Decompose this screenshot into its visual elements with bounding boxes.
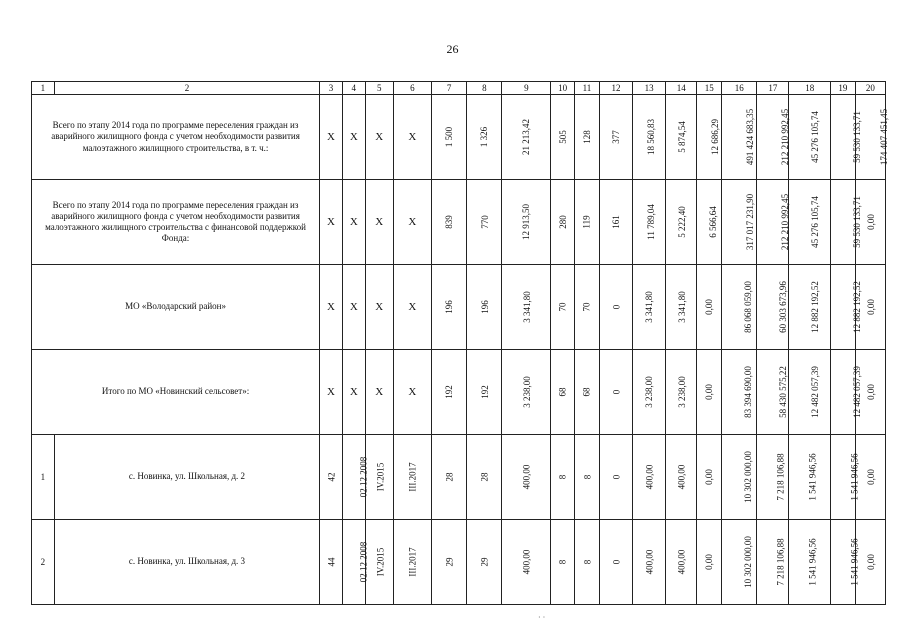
table-cell bbox=[722, 520, 757, 605]
cell-value: III.2017 bbox=[407, 462, 418, 492]
cell-value: 0 bbox=[610, 389, 621, 395]
cell-value: 68 bbox=[557, 387, 568, 397]
cell-value: 196 bbox=[479, 300, 490, 314]
table-cell bbox=[575, 95, 600, 180]
column-number: 10 bbox=[551, 82, 575, 95]
table-cell bbox=[599, 435, 632, 520]
table-cell bbox=[365, 520, 393, 605]
table-cell bbox=[666, 95, 697, 180]
table-cell bbox=[342, 350, 365, 435]
table-cell bbox=[789, 520, 830, 605]
cell-value: 8 bbox=[557, 474, 568, 480]
table-cell bbox=[697, 435, 722, 520]
column-number: 17 bbox=[757, 82, 789, 95]
cell-value: 12 913,50 bbox=[521, 204, 532, 240]
cell-value: 5 222,40 bbox=[676, 206, 687, 238]
cell-value: 280 bbox=[557, 215, 568, 229]
cell-value: X bbox=[349, 131, 358, 143]
table-cell bbox=[393, 265, 431, 350]
table-cell bbox=[502, 180, 551, 265]
cell-value: 0,00 bbox=[704, 384, 715, 400]
cell-value: 70 bbox=[581, 302, 592, 312]
table-cell bbox=[830, 180, 862, 265]
table-cell bbox=[757, 95, 789, 180]
table-cell bbox=[320, 435, 343, 520]
table-row bbox=[32, 265, 886, 350]
column-number: 20 bbox=[855, 82, 885, 95]
cell-value: 0,00 bbox=[865, 469, 876, 485]
cell-value: X bbox=[375, 131, 384, 143]
column-number: 9 bbox=[502, 82, 551, 95]
cell-value: 128 bbox=[581, 130, 592, 144]
table-cell bbox=[365, 95, 393, 180]
cell-value: 400,00 bbox=[521, 549, 532, 575]
cell-value: 29 bbox=[444, 557, 455, 567]
column-number: 8 bbox=[467, 82, 502, 95]
table-cell bbox=[666, 265, 697, 350]
table-cell bbox=[697, 520, 722, 605]
row-address: с. Новинка, ул. Школьная, д. 3 bbox=[54, 520, 319, 605]
cell-value: 12 482 057,39 bbox=[851, 366, 862, 418]
table-cell bbox=[666, 435, 697, 520]
table-cell bbox=[757, 435, 789, 520]
table-cell bbox=[551, 350, 575, 435]
cell-value: X bbox=[327, 386, 335, 398]
table-cell bbox=[599, 95, 632, 180]
table-cell bbox=[575, 435, 600, 520]
table-row bbox=[32, 520, 886, 605]
table-cell bbox=[789, 95, 830, 180]
cell-value: 3 238,00 bbox=[521, 376, 532, 408]
table-cell bbox=[575, 520, 600, 605]
table-cell bbox=[502, 520, 551, 605]
table-cell bbox=[342, 95, 365, 180]
table-cell bbox=[432, 180, 467, 265]
cell-value: 8 bbox=[581, 559, 592, 565]
cell-value: 0,00 bbox=[704, 299, 715, 315]
table-cell bbox=[432, 265, 467, 350]
table-cell bbox=[757, 350, 789, 435]
table-cell bbox=[575, 180, 600, 265]
table-cell bbox=[633, 265, 666, 350]
table-cell bbox=[633, 520, 666, 605]
cell-value: 68 bbox=[581, 387, 592, 397]
cell-value: 3 238,00 bbox=[676, 376, 687, 408]
table-cell bbox=[789, 350, 830, 435]
column-number: 4 bbox=[342, 82, 365, 95]
cell-value: IV.2015 bbox=[375, 547, 385, 577]
cell-value: 59 530 133,71 bbox=[851, 111, 862, 163]
table-cell bbox=[633, 95, 666, 180]
column-number: 12 bbox=[599, 82, 632, 95]
table-cell bbox=[342, 435, 369, 520]
cell-value: X bbox=[327, 301, 335, 313]
cell-value: 12 882 192,52 bbox=[851, 281, 862, 333]
table-cell bbox=[432, 520, 467, 605]
cell-value: 505 bbox=[557, 130, 568, 144]
table-cell bbox=[789, 180, 830, 265]
table-cell bbox=[320, 180, 343, 265]
table-cell bbox=[633, 180, 666, 265]
scan-speck: · · bbox=[538, 613, 546, 622]
table-cell bbox=[551, 265, 575, 350]
row-description: Всего по этапу 2014 года по программе переселения граждан из аварийного жилищного фонда с учетом необходимости развития малоэтажного жилищного строительства, в т. ч.: bbox=[32, 95, 320, 180]
table-cell bbox=[575, 350, 600, 435]
table-row bbox=[32, 350, 886, 435]
column-number: 16 bbox=[722, 82, 757, 95]
table-cell bbox=[502, 350, 551, 435]
cell-value: 400,00 bbox=[521, 464, 532, 490]
cell-value: 21 213,42 bbox=[521, 119, 532, 155]
column-number: 7 bbox=[432, 82, 467, 95]
table-cell bbox=[633, 435, 666, 520]
cell-value: 161 bbox=[610, 215, 621, 229]
cell-value: X bbox=[408, 216, 417, 228]
table-row bbox=[32, 180, 886, 265]
row-description: Всего по этапу 2014 года по программе переселения граждан из аварийного жилищного фонда с учетом необходимости развития малоэтажного жилищного строительства с финансовой поддержкой Фонда: bbox=[32, 180, 320, 265]
cell-value: 59 530 133,71 bbox=[851, 196, 862, 248]
cell-value: 212 210 992,45 bbox=[780, 108, 791, 166]
table-cell bbox=[342, 520, 369, 605]
column-number: 5 bbox=[365, 82, 393, 95]
cell-value: 28 bbox=[479, 472, 490, 482]
table-cell bbox=[757, 265, 789, 350]
cell-value: 770 bbox=[479, 215, 490, 229]
housing-program-table bbox=[31, 81, 889, 605]
table-cell bbox=[757, 520, 789, 605]
cell-value: 212 210 992,45 bbox=[780, 193, 791, 251]
table-cell bbox=[393, 520, 431, 605]
table-cell bbox=[830, 95, 862, 180]
cell-value: X bbox=[408, 301, 417, 313]
cell-value: 7 218 106,88 bbox=[775, 538, 786, 586]
table-cell bbox=[467, 95, 502, 180]
table-cell bbox=[320, 95, 343, 180]
table-cell bbox=[830, 265, 862, 350]
table-row bbox=[32, 95, 886, 180]
cell-value: 70 bbox=[557, 302, 568, 312]
table-cell bbox=[830, 350, 862, 435]
cell-value: 10 302 000,00 bbox=[743, 536, 753, 588]
cell-value: X bbox=[349, 301, 358, 313]
table-cell bbox=[342, 265, 365, 350]
table-cell bbox=[722, 350, 757, 435]
table-cell bbox=[467, 180, 502, 265]
table-cell bbox=[393, 180, 431, 265]
cell-value: 1 541 946,56 bbox=[849, 538, 860, 586]
column-number: 19 bbox=[830, 82, 855, 95]
cell-value: 83 394 690,00 bbox=[743, 366, 753, 418]
cell-value: X bbox=[349, 386, 358, 398]
cell-value: 6 566,64 bbox=[708, 206, 719, 238]
cell-value: 12 482 057,39 bbox=[810, 366, 821, 418]
page-number: 26 bbox=[446, 42, 459, 56]
cell-value: X bbox=[408, 386, 417, 398]
cell-value: 400,00 bbox=[644, 549, 655, 575]
row-description: МО «Володарский район» bbox=[32, 265, 320, 350]
cell-value: 1 326 bbox=[479, 126, 490, 148]
cell-value: 119 bbox=[581, 215, 592, 229]
cell-value: 44 bbox=[326, 557, 336, 567]
cell-value: X bbox=[375, 301, 384, 313]
cell-value: 0,00 bbox=[865, 214, 876, 230]
table-cell bbox=[393, 95, 431, 180]
cell-value: 0,00 bbox=[865, 554, 876, 570]
cell-value: 02.12.2008 bbox=[358, 456, 369, 498]
table-cell bbox=[855, 520, 885, 605]
table-cell bbox=[757, 180, 789, 265]
table-cell bbox=[467, 520, 502, 605]
table-cell bbox=[320, 350, 343, 435]
cell-value: X bbox=[408, 131, 417, 143]
column-number: 1 bbox=[32, 82, 55, 95]
table-cell bbox=[722, 180, 757, 265]
table-cell bbox=[855, 435, 885, 520]
row-description: Итого по МО «Новинский сельсовет»: bbox=[32, 350, 320, 435]
cell-value: 0 bbox=[610, 304, 621, 310]
table-cell bbox=[599, 350, 632, 435]
column-number: 15 bbox=[697, 82, 722, 95]
cell-value: 11 789,04 bbox=[645, 204, 656, 240]
table-cell bbox=[697, 265, 722, 350]
cell-value: 0,00 bbox=[704, 554, 715, 570]
cell-value: 42 bbox=[326, 472, 336, 482]
cell-value: X bbox=[327, 216, 335, 228]
cell-value: 400,00 bbox=[676, 549, 687, 575]
table-cell bbox=[599, 180, 632, 265]
table-cell bbox=[599, 520, 632, 605]
cell-value: 400,00 bbox=[676, 464, 687, 490]
cell-value: 196 bbox=[444, 300, 455, 314]
table-cell bbox=[551, 95, 575, 180]
column-number: 13 bbox=[633, 82, 666, 95]
cell-value: 377 bbox=[610, 130, 621, 144]
cell-value: 45 276 105,74 bbox=[810, 196, 821, 248]
table-cell bbox=[467, 435, 502, 520]
cell-value: 317 017 231,90 bbox=[745, 193, 756, 251]
cell-value: III.2017 bbox=[407, 547, 418, 577]
column-number: 6 bbox=[393, 82, 431, 95]
cell-value: 18 560,83 bbox=[646, 119, 657, 155]
table-cell bbox=[697, 95, 722, 180]
cell-value: 1 541 946,56 bbox=[849, 453, 860, 501]
table-cell bbox=[502, 265, 551, 350]
table-cell bbox=[789, 265, 830, 350]
column-number: 3 bbox=[320, 82, 343, 95]
cell-value: 86 068 059,00 bbox=[743, 281, 753, 333]
column-number: 18 bbox=[789, 82, 830, 95]
table-cell bbox=[365, 435, 393, 520]
row-index: 2 bbox=[32, 520, 55, 605]
table-row bbox=[32, 435, 886, 520]
row-address: с. Новинка, ул. Школьная, д. 2 bbox=[54, 435, 319, 520]
column-number-row bbox=[32, 82, 886, 95]
cell-value: 12 882 192,52 bbox=[810, 281, 821, 333]
table-cell bbox=[551, 435, 575, 520]
table-cell bbox=[666, 520, 697, 605]
cell-value: 29 bbox=[479, 557, 490, 567]
cell-value: X bbox=[327, 131, 335, 143]
cell-value: 58 430 575,22 bbox=[778, 366, 789, 418]
cell-value: 0,00 bbox=[704, 469, 715, 485]
table-cell bbox=[633, 350, 666, 435]
cell-value: 192 bbox=[444, 385, 455, 399]
cell-value: IV.2015 bbox=[375, 462, 385, 492]
cell-value: 60 303 673,96 bbox=[778, 281, 789, 333]
cell-value: 02.12.2008 bbox=[358, 541, 369, 583]
column-number: 11 bbox=[575, 82, 600, 95]
table-cell bbox=[789, 435, 830, 520]
row-index: 1 bbox=[32, 435, 55, 520]
table-cell bbox=[393, 350, 431, 435]
cell-value: 400,00 bbox=[644, 464, 655, 490]
table-cell bbox=[432, 350, 467, 435]
column-number: 2 bbox=[54, 82, 319, 95]
cell-value: 3 341,80 bbox=[521, 291, 532, 323]
cell-value: 3 238,00 bbox=[644, 376, 655, 408]
table-cell bbox=[551, 520, 575, 605]
cell-value: 45 276 105,74 bbox=[810, 111, 821, 163]
table-cell bbox=[722, 265, 757, 350]
cell-value: 1 541 946,56 bbox=[808, 538, 819, 586]
table-cell bbox=[722, 95, 757, 180]
table-cell bbox=[365, 180, 393, 265]
cell-value: 0 bbox=[610, 474, 621, 480]
table-cell bbox=[320, 520, 343, 605]
cell-value: 3 341,80 bbox=[644, 291, 655, 323]
cell-value: 5 874,54 bbox=[676, 121, 687, 153]
cell-value: 0,00 bbox=[865, 299, 876, 315]
cell-value: X bbox=[375, 216, 384, 228]
column-number: 14 bbox=[666, 82, 697, 95]
table-cell bbox=[666, 350, 697, 435]
table-cell bbox=[432, 435, 467, 520]
table-cell bbox=[575, 265, 600, 350]
table-cell bbox=[393, 435, 431, 520]
table-cell bbox=[722, 435, 757, 520]
table-cell bbox=[365, 350, 393, 435]
table-cell bbox=[467, 350, 502, 435]
cell-value: 28 bbox=[444, 472, 455, 482]
table-cell bbox=[502, 95, 551, 180]
cell-value: 192 bbox=[479, 385, 490, 399]
cell-value: 491 424 683,35 bbox=[745, 108, 756, 166]
table-cell bbox=[467, 265, 502, 350]
table-cell bbox=[830, 520, 860, 605]
cell-value: 1 500 bbox=[444, 126, 455, 148]
table-cell bbox=[697, 350, 722, 435]
cell-value: 839 bbox=[444, 215, 455, 229]
cell-value: 0,00 bbox=[865, 384, 876, 400]
cell-value: 12 686,29 bbox=[710, 119, 721, 155]
cell-value: 174 407 451,45 bbox=[878, 108, 889, 166]
cell-value: X bbox=[349, 216, 358, 228]
cell-value: 8 bbox=[557, 559, 568, 565]
cell-value: 8 bbox=[581, 474, 592, 480]
table-cell bbox=[342, 180, 365, 265]
table-cell bbox=[365, 265, 393, 350]
table-cell bbox=[551, 180, 575, 265]
table-cell bbox=[666, 180, 697, 265]
table-cell bbox=[502, 435, 551, 520]
cell-value: 3 341,80 bbox=[676, 291, 687, 323]
table-cell bbox=[830, 435, 860, 520]
cell-value: X bbox=[375, 386, 384, 398]
table-cell bbox=[432, 95, 467, 180]
cell-value: 10 302 000,00 bbox=[743, 451, 753, 503]
cell-value: 0 bbox=[610, 559, 621, 565]
cell-value: 1 541 946,56 bbox=[808, 453, 819, 501]
cell-value: 7 218 106,88 bbox=[775, 453, 786, 501]
table-cell bbox=[697, 180, 722, 265]
table-cell bbox=[599, 265, 632, 350]
table-cell bbox=[320, 265, 343, 350]
